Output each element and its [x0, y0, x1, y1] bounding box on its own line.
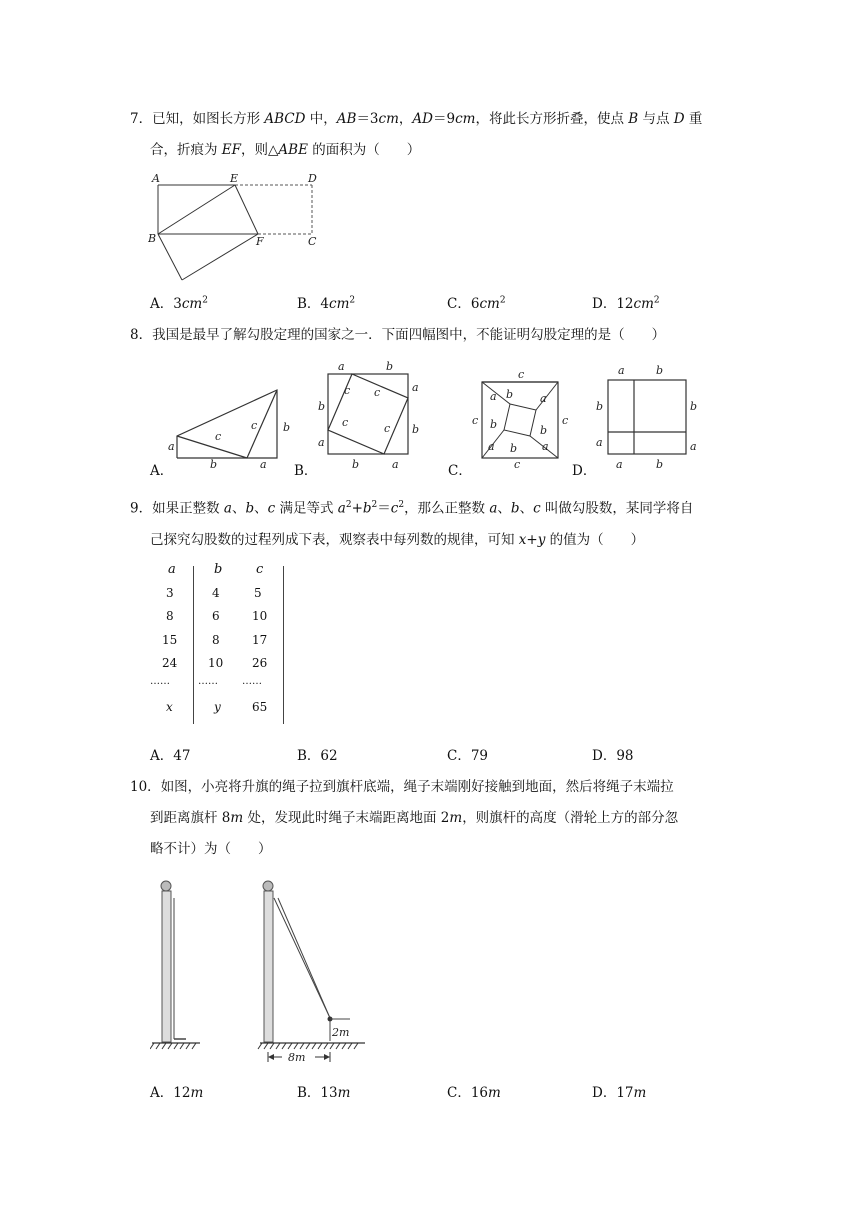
q9-option-d[interactable]: D．98 [592, 748, 634, 764]
svg-text:c: c [344, 384, 351, 397]
q10-figure [150, 876, 370, 1066]
svg-text:b: b [318, 400, 326, 413]
q10-option-d[interactable]: D．17m [592, 1085, 647, 1101]
svg-text:b: b [506, 388, 514, 401]
q8-option-a[interactable]: A． [150, 463, 174, 479]
svg-text:c: c [374, 386, 381, 399]
question-8: 8．我国是最早了解勾股定理的国家之一．下面四幅图中，不能证明勾股定理的是（ ） [130, 327, 666, 343]
q9-option-c[interactable]: C．79 [447, 748, 489, 764]
svg-text:a: a [690, 440, 697, 453]
svg-text:c: c [472, 414, 479, 427]
svg-text:a: a [338, 360, 345, 373]
svg-text:a: a [412, 381, 419, 394]
svg-text:b: b [210, 458, 218, 468]
q7-label-D: D [308, 172, 317, 185]
svg-text:c: c [518, 368, 525, 381]
svg-text:c: c [514, 458, 521, 470]
svg-text:c: c [384, 422, 391, 435]
svg-text:c: c [215, 430, 222, 443]
q8-figure-a [165, 358, 300, 468]
svg-text:a: a [618, 364, 625, 377]
q8-option-c[interactable]: C． [448, 463, 472, 479]
q9-option-a[interactable]: A．47 [150, 748, 191, 764]
q7-figure [148, 170, 328, 285]
svg-text:a: a [540, 392, 547, 405]
svg-text:b: b [656, 364, 664, 377]
q7-line1: 7．已知，如图长方形 ABCD 中，AB＝3cm，AD＝9cm，将此长方形折叠，使点 B 与点 D 重 [130, 111, 703, 127]
q8-figure-b [314, 358, 424, 470]
question-9: 9．如果正整数 a、b、c 满足等式 $a^2+b^2=c^2$，那么正整数 a、b、c 叫做勾股数，某同学将自 己探究勾股数的过程列成下表，观察表中每列数的规律，可知 x+y 的值为（ ） [130, 500, 694, 548]
q7-label-B: B [148, 232, 157, 245]
q10-option-b[interactable]: B．13m [297, 1085, 351, 1101]
svg-text:c: c [562, 414, 569, 427]
svg-text:b: b [490, 418, 498, 431]
q7-option-b[interactable]: B．$4cm^2$ [297, 295, 356, 312]
question-10: 10．如图，小亮将升旗的绳子拉到旗杆底端，绳子末端刚好接触到地面，然后将绳子末端拉 到距离旗杆 8m 处，发现此时绳子末端距离地面 2m，则旗杆的高度（滑轮上方的部分忽 略不计）为（ ） [130, 779, 679, 857]
q8-figure-d [592, 358, 707, 470]
svg-text:a: a [542, 440, 549, 453]
svg-text:b: b [412, 423, 420, 436]
q7-label-F: F [256, 235, 264, 248]
svg-text:b: b [510, 442, 518, 455]
svg-text:b: b [690, 400, 698, 413]
q7-label-E: E [230, 172, 239, 185]
q7-label-C: C [308, 235, 317, 248]
svg-text:a: a [260, 458, 267, 468]
svg-text:a: a [488, 440, 495, 453]
svg-text:c: c [251, 419, 258, 432]
q10-label-8m: 8m [288, 1051, 306, 1064]
q9-table: a b c 3 4 5 8 6 10 15 8 17 24 10 26 …… …… …… x y 65 [150, 562, 290, 727]
svg-text:b: b [596, 400, 604, 413]
q8-option-b[interactable]: B． [294, 463, 318, 479]
q8-figure-c [468, 358, 580, 470]
q10-option-c[interactable]: C．16m [447, 1085, 501, 1101]
q7-label-A: A [152, 172, 160, 185]
svg-text:b: b [283, 421, 291, 434]
svg-text:b: b [656, 458, 664, 470]
question-7 [130, 104, 730, 166]
svg-text:b: b [352, 458, 360, 470]
svg-text:a: a [392, 458, 399, 470]
q10-option-a[interactable]: A．12m [150, 1085, 204, 1101]
svg-text:a: a [318, 436, 325, 449]
svg-text:c: c [342, 416, 349, 429]
svg-text:a: a [616, 458, 623, 470]
q9-option-b[interactable]: B．62 [297, 748, 338, 764]
svg-text:a: a [596, 436, 603, 449]
svg-text:b: b [386, 360, 394, 373]
svg-text:a: a [168, 440, 175, 453]
q7-option-c[interactable]: C．$6cm^2$ [447, 295, 506, 312]
q7-line2: 合，折痕为 EF，则△ABE 的面积为（ ） [150, 142, 421, 158]
q8-option-d[interactable]: D． [572, 463, 597, 479]
q7-option-a[interactable]: A．$3cm^2$ [150, 295, 208, 312]
q10-label-2m: 2m [332, 1026, 350, 1039]
svg-text:a: a [490, 390, 497, 403]
svg-text:b: b [540, 424, 548, 437]
q7-option-d[interactable]: D．$12cm^2$ [592, 295, 660, 312]
